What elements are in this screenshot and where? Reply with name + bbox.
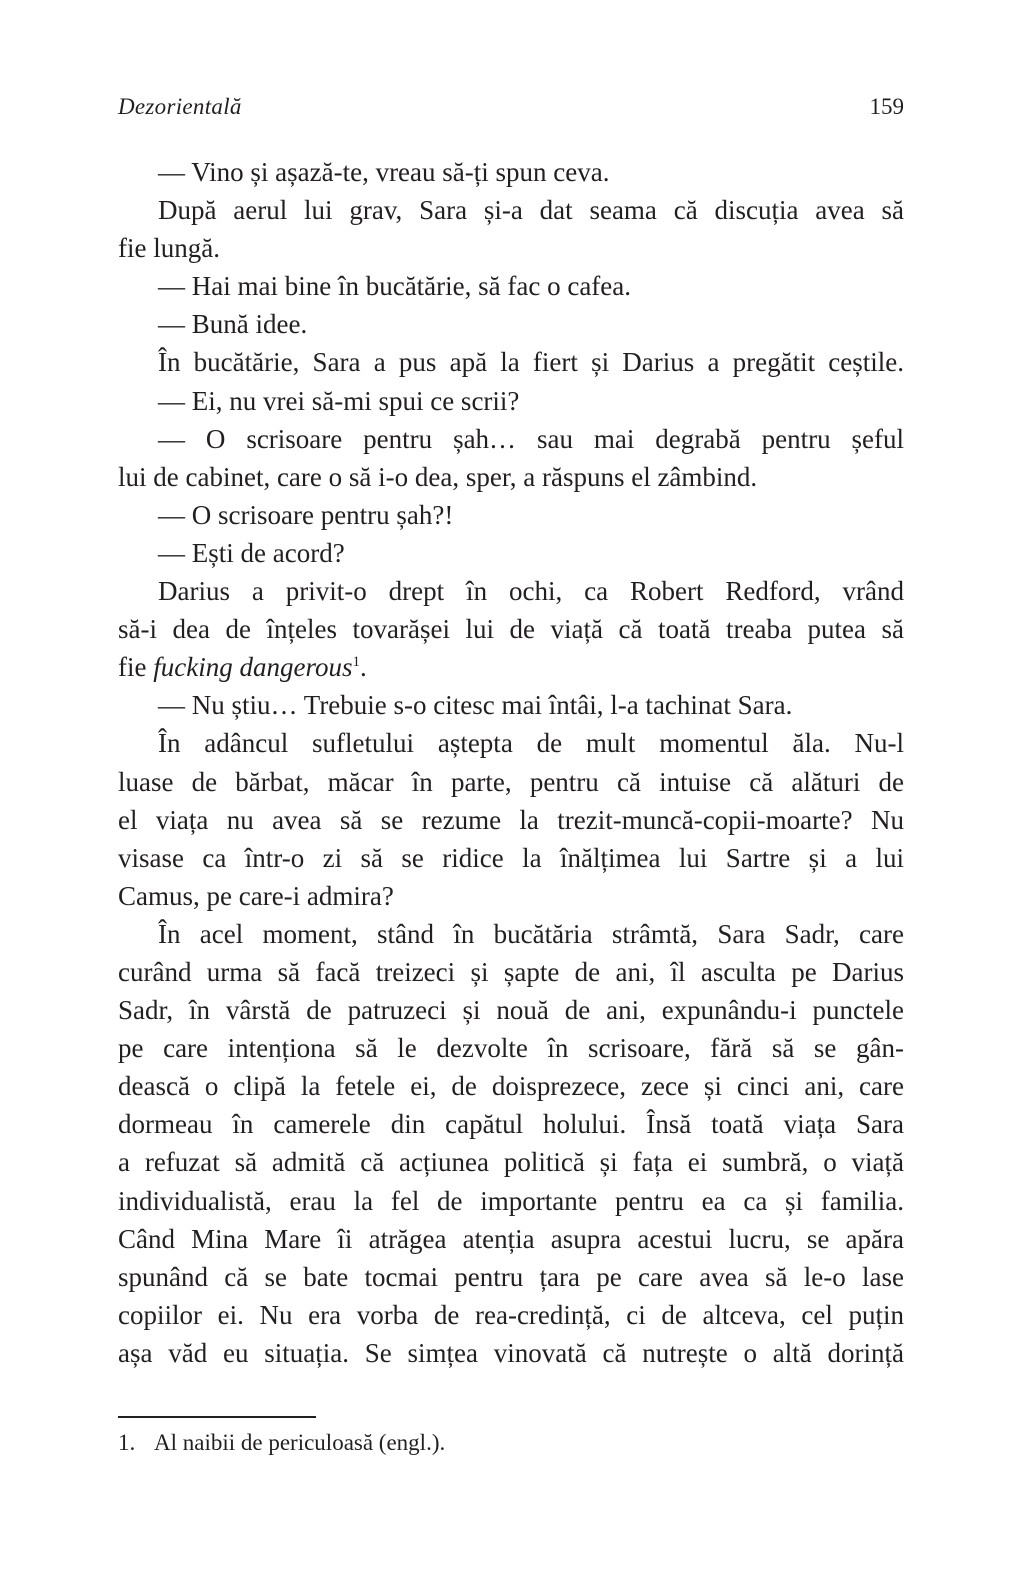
text-line: — Bună idee. [158, 309, 308, 340]
text-line: — Nu știu… Trebuie s-o citesc mai întâi, l-a tachinat Sara. [158, 690, 793, 721]
text-line: dească o clipă la fetele ei, de doisprezece, zece și cinci ani, care [118, 1071, 904, 1102]
text-line: a refuzat să admită că acțiunea politică și fața ei sumbră, o viață [118, 1147, 904, 1178]
text-line: să-i dea de înțeles tovarășei lui de viață că toată treaba putea să [118, 614, 904, 645]
text-line: el viața nu avea să se rezume la trezit-muncă-copii-moarte? Nu [118, 804, 904, 835]
text-line: luase de bărbat, măcar în parte, pentru că intuise că alături de [118, 766, 904, 797]
text-line: Sadr, în vârstă de patruzeci și nouă de ani, expunându-i punctele [118, 995, 904, 1026]
text-line: Camus, pe care-i admira? [118, 880, 394, 911]
text-line: curând urma să facă treizeci și șapte de ani, îl asculta pe Darius [118, 956, 904, 987]
footnote-divider [118, 1416, 316, 1418]
text-line: În acel moment, stând în bucătăria strâmtă, Sara Sadr, care [158, 918, 904, 949]
footnote-number: 1. [118, 1430, 136, 1455]
text-line: lui de cabinet, care o să i-o dea, sper, a răspuns el zâmbind. [118, 461, 758, 492]
text-line: — O scrisoare pentru șah?! [158, 499, 454, 530]
body-text [118, 153, 904, 1372]
text-line: așa văd eu situația. Se simțea vinovată că nutrește o altă dorință [118, 1337, 904, 1368]
text-line: pe care intenționa să le dezvolte în scrisoare, fără să se gân- [118, 1033, 904, 1064]
text-line: — O scrisoare pentru șah… sau mai degrabă pentru șeful [158, 423, 904, 454]
footnote-marker: 1 [352, 654, 360, 671]
text-line: — Vino și așază-te, vreau să-ți spun ceva. [158, 157, 610, 187]
text-fragment: fie [118, 652, 154, 683]
running-header [118, 94, 904, 124]
page-number: 159 [869, 94, 904, 119]
footnote-text: Al naibii de periculoasă (engl.). [154, 1430, 446, 1455]
text-line: În bucătărie, Sara a pus apă la fiert și Darius a pregătit ceștile. [158, 347, 904, 378]
text-line: — Hai mai bine în bucătărie, să fac o cafea. [158, 271, 632, 302]
text-line: — Ei, nu vrei să-mi spui ce scrii? [158, 385, 520, 416]
text-fragment: . [359, 652, 367, 683]
text-line: Când Mina Mare îi atrăgea atenția asupra acestui lucru, se apăra [118, 1223, 904, 1254]
text-line: individualistă, erau la fel de importante pentru ea ca și familia. [118, 1185, 904, 1216]
running-title: Dezorientală [118, 94, 242, 119]
text-line: spunând că se bate tocmai pentru țara pe care avea să le-o lase [118, 1261, 904, 1292]
text-line: — Ești de acord? [158, 537, 345, 568]
footnote [118, 1430, 445, 1456]
text-line [118, 648, 904, 686]
italic-phrase: fucking dangerous [153, 652, 353, 683]
text-line: copiilor ei. Nu era vorba de rea-credință, ci de altceva, cel puțin [118, 1299, 904, 1330]
text-line: dormeau în camerele din capătul holului. Însă toată viața Sara [118, 1109, 904, 1140]
text-line: În adâncul sufletului aștepta de mult momentul ăla. Nu-l [158, 728, 904, 759]
text-line: Darius a privit-o drept în ochi, ca Robert Redford, vrând [158, 576, 904, 607]
text-line: După aerul lui grav, Sara și-a dat seama că discuția avea să [158, 195, 904, 226]
text-line: visase ca într-o zi să se ridice la înălțimea lui Sartre și a lui [118, 842, 904, 873]
text-line: fie lungă. [118, 233, 220, 264]
